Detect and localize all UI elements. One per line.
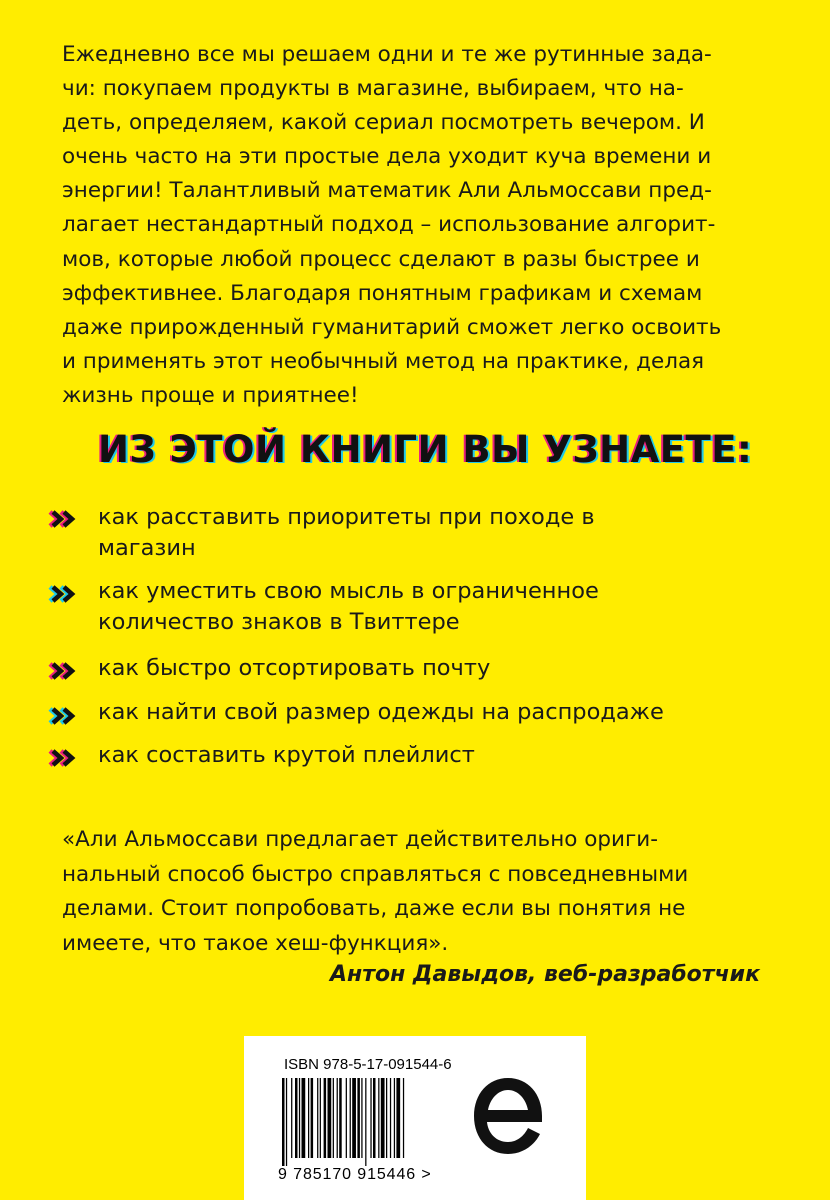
barcode-bar bbox=[365, 1078, 366, 1166]
barcode-bar bbox=[291, 1078, 292, 1158]
list-item-line: как уместить свою мысль в ограниченное bbox=[98, 578, 599, 604]
intro-line: чи: покупаем продукты в магазине, выбираем, что на- bbox=[62, 76, 684, 102]
list-item-line: магазин bbox=[98, 535, 196, 561]
barcode-bar bbox=[357, 1078, 360, 1158]
barcode-bar bbox=[282, 1078, 285, 1166]
list-item bbox=[98, 502, 738, 564]
intro-line: жизнь проще и приятнее! bbox=[62, 382, 359, 408]
barcode-bar bbox=[390, 1078, 391, 1158]
barcode-bar bbox=[346, 1078, 347, 1158]
barcode-bar bbox=[394, 1078, 395, 1158]
barcode-bar bbox=[308, 1078, 309, 1158]
list-item-line: как быстро отсортировать почту bbox=[98, 655, 491, 681]
quote-line: делами. Стоит попробовать, даже если вы понятия не bbox=[62, 896, 686, 921]
barcode-bar bbox=[361, 1078, 362, 1158]
barcode-bar bbox=[295, 1078, 298, 1158]
intro-line: эффективнее. Благодаря понятным графикам и схемам bbox=[62, 280, 703, 306]
double-chevron-icon bbox=[46, 584, 80, 604]
double-chevron-icon bbox=[46, 706, 80, 726]
barcode-number: 9 785170 915446 > bbox=[278, 1166, 432, 1183]
eksmo-logo-icon bbox=[470, 1074, 546, 1158]
barcode-bar bbox=[373, 1078, 376, 1158]
double-chevron-icon bbox=[46, 661, 80, 681]
intro-line: лагает нестандартный подход – использование алгорит- bbox=[62, 212, 716, 238]
barcode-bar bbox=[328, 1078, 332, 1158]
barcode-bar bbox=[299, 1078, 300, 1158]
list-item bbox=[98, 740, 738, 771]
intro-line: Ежедневно все мы решаем одни и те же рутинные зада- bbox=[62, 42, 712, 67]
barcode-bar bbox=[286, 1078, 287, 1166]
list-item bbox=[98, 653, 738, 684]
list-item-line: как составить крутой плейлист bbox=[98, 742, 475, 768]
intro-line: очень часто на эти простые дела уходит куча времени и bbox=[62, 144, 712, 170]
list-item-line: как расставить приоритеты при походе в bbox=[98, 504, 595, 530]
barcode-bar bbox=[317, 1078, 318, 1158]
barcode-bar bbox=[350, 1078, 351, 1158]
barcode-bar bbox=[381, 1078, 385, 1158]
quote-line: имеете, что такое хеш-функция». bbox=[62, 930, 449, 956]
intro-paragraph bbox=[62, 38, 768, 413]
testimonial-quote bbox=[62, 823, 768, 961]
barcode-bar bbox=[324, 1078, 327, 1158]
barcode-bar bbox=[333, 1078, 334, 1158]
barcode-bar bbox=[337, 1078, 338, 1158]
barcode-bar bbox=[311, 1078, 314, 1158]
quote-line: «Али Альмоссави предлагает действительно ориги- bbox=[62, 827, 659, 852]
intro-line: деть, определяем, какой сериал посмотреть вечером. И bbox=[62, 110, 705, 136]
barcode-bar bbox=[302, 1078, 306, 1158]
intro-line: и применять этот необычный метод на практике, делая bbox=[62, 348, 705, 374]
section-heading: ИЗ ЭТОЙ КНИГИ ВЫ УЗНАЕТЕ: bbox=[98, 428, 753, 471]
barcode-bar bbox=[320, 1078, 321, 1158]
barcode-panel bbox=[244, 1036, 586, 1200]
barcode-bar bbox=[386, 1078, 387, 1158]
list-item bbox=[98, 576, 738, 638]
quote-author: Антон Давыдов, веб-разработчик bbox=[329, 962, 760, 987]
barcode-bars bbox=[282, 1078, 450, 1166]
quote-line: нальный способ быстро справляться с повседневными bbox=[62, 861, 689, 887]
list-item-line: как найти свой размер одежды на распродаже bbox=[98, 699, 664, 725]
list-item-line: количество знаков в Твиттере bbox=[98, 609, 460, 635]
intro-line: энергии! Талантливый математик Али Альмоссави пред- bbox=[62, 178, 712, 204]
barcode-bar bbox=[396, 1078, 400, 1158]
barcode-bar bbox=[403, 1078, 404, 1158]
barcode-bar bbox=[378, 1078, 379, 1158]
barcode-bar bbox=[339, 1078, 342, 1158]
isbn-label: ISBN 978-5-17-091544-6 bbox=[284, 1056, 452, 1073]
intro-line: даже прирожденный гуманитарий сможет легко освоить bbox=[62, 314, 722, 340]
list-item bbox=[98, 697, 738, 728]
intro-line: мов, которые любой процесс сделают в разы быстрее и bbox=[62, 246, 700, 272]
barcode-bar bbox=[370, 1078, 371, 1158]
double-chevron-icon bbox=[46, 509, 80, 529]
double-chevron-icon bbox=[46, 748, 80, 768]
barcode-bar bbox=[352, 1078, 356, 1158]
